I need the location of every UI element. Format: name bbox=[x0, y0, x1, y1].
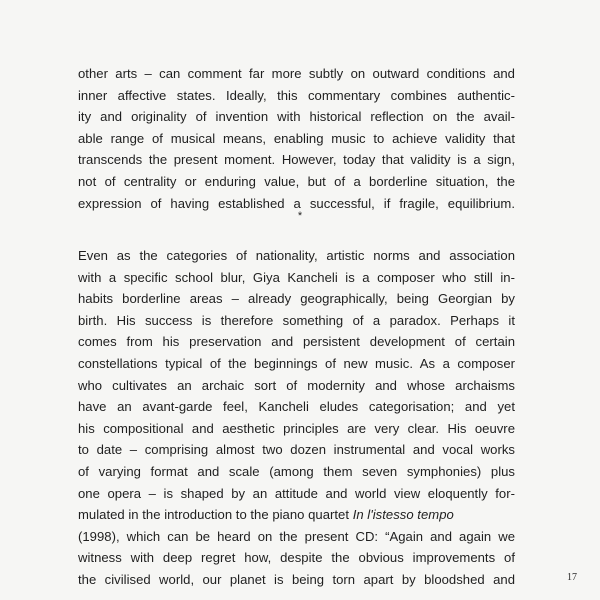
line-text: mulated in the introduction to the piano quartet bbox=[78, 507, 353, 523]
section-separator: * bbox=[297, 210, 303, 222]
paragraph-line: witness with deep regret how, despite the obvious improvements of bbox=[78, 550, 515, 566]
paragraph-line: not of centrality or enduring value, but of a borderline situation, the bbox=[78, 174, 515, 189]
paragraph-line: one opera – is shaped by an attitude and world view eloquently for- bbox=[78, 485, 515, 501]
paragraph-line: of varying format and scale (among them seven symphonies) plus bbox=[78, 464, 515, 479]
paragraph-line: constellations typical of the beginnings of new music. As a composer bbox=[78, 356, 515, 371]
paragraph-line: Even as the categories of nationality, artistic norms and association bbox=[78, 248, 515, 263]
paragraph-line: inner affective states. Ideally, this commentary combines authentic- bbox=[78, 87, 515, 103]
paragraph-line: able range of musical means, enabling music to achieve validity that bbox=[78, 130, 515, 146]
paragraph-line: habits borderline areas – already geographically, being Georgian by bbox=[78, 291, 515, 307]
paragraph-line: transcends the present moment. However, today that validity is a sign, bbox=[78, 152, 515, 168]
paragraph-line: to date – comprising almost two dozen instrumental and vocal works bbox=[78, 442, 515, 458]
paragraph-line: with a specific school blur, Giya Kancheli is a composer who still in- bbox=[78, 269, 515, 285]
paragraph-line: other arts – can comment far more subtly on outward conditions and bbox=[78, 66, 515, 81]
paragraph-line: the civilised world, our planet is being torn apart by bloodshed and bbox=[78, 572, 515, 587]
paragraph-line: his compositional and aesthetic principles are very clear. His oeuvre bbox=[78, 420, 515, 436]
paragraph-line: expression of having established a successful, if fragile, equilibrium. bbox=[78, 195, 515, 211]
paragraph-line bbox=[78, 504, 515, 526]
page-number: 17 bbox=[567, 572, 577, 583]
paragraph-line: (1998), which can be heard on the present CD: “Again and again we bbox=[78, 528, 515, 544]
paragraph-line: who cultivates an archaic sort of modernity and whose archaisms bbox=[78, 377, 515, 393]
paragraph-line: ity and originality of invention with historical reflection on the avail- bbox=[78, 109, 515, 125]
paragraph-line: have an avant-garde feel, Kancheli eludes categorisation; and yet bbox=[78, 399, 515, 415]
paragraph-line: comes from his preservation and persistent development of certain bbox=[78, 334, 515, 350]
work-title-italic: In l'istesso tempo bbox=[352, 507, 454, 523]
paragraph-line: birth. His success is therefore something of a paradox. Perhaps it bbox=[78, 312, 515, 328]
